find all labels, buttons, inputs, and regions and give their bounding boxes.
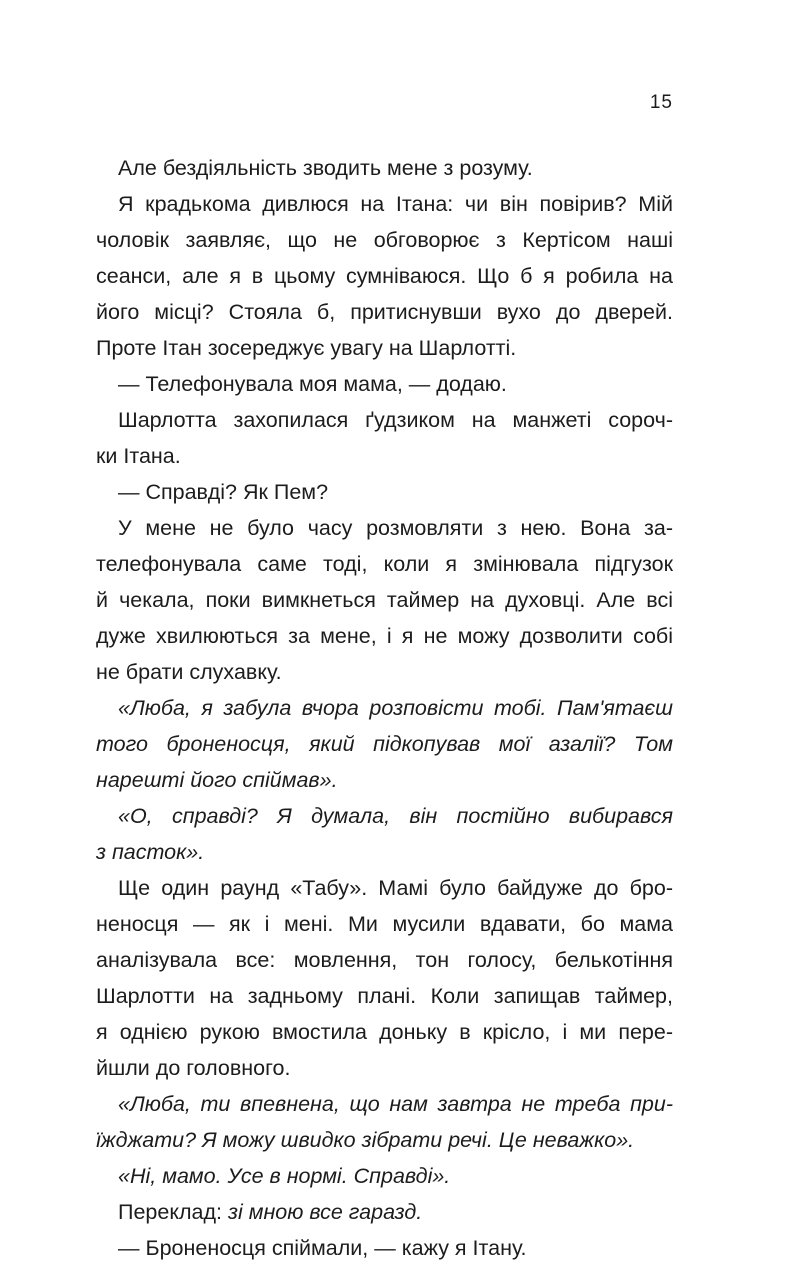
text-line: Шарлотта захопилася ґудзиком на манжеті сороч- xyxy=(118,408,673,432)
paragraph xyxy=(118,1230,673,1266)
page-number: 15 xyxy=(649,92,673,113)
text-line: Шарлотти на задньому плані. Коли запищав таймер, xyxy=(96,984,673,1008)
paragraph xyxy=(96,186,673,366)
text-plain: Переклад: xyxy=(118,1200,228,1224)
text-line: «Люба, я забула вчора розповісти тобі. Пам'ятаєш xyxy=(118,696,673,720)
text-line: чоловік заявляє, що не обговорює з Кертісом наші xyxy=(96,228,673,252)
paragraph xyxy=(96,798,673,870)
text-italic: зі мною все гаразд. xyxy=(227,1200,423,1224)
text-line: неносця — як і мені. Ми мусили вдавати, бо мама xyxy=(96,912,673,936)
paragraph xyxy=(118,474,673,510)
paragraph xyxy=(118,150,673,186)
text-line: його місці? Стояла б, притиснувши вухо до дверей. xyxy=(96,300,673,324)
text-line: Я крадькома дивлюся на Ітана: чи він повірив? Мій xyxy=(118,192,673,216)
paragraph xyxy=(118,1194,673,1230)
text-line: — Телефонувала моя мама, — додаю. xyxy=(118,372,507,396)
text-line: телефонувала саме тоді, коли я змінювала підгузок xyxy=(96,552,673,576)
text-line: й чекала, поки вимкнеться таймер на духовці. Але всі xyxy=(96,588,673,612)
paragraph xyxy=(96,1086,673,1158)
text-line: їжджати? Я можу швидко зібрати речі. Це неважко». xyxy=(96,1128,635,1152)
paragraph xyxy=(118,366,673,402)
paragraph xyxy=(96,510,673,690)
text-line: Ще один раунд «Табу». Мамі було байдуже до бро- xyxy=(118,876,673,900)
text-line: з пасток». xyxy=(96,840,205,864)
text-line: «Ні, мамо. Усе в нормі. Справді». xyxy=(118,1164,451,1188)
paragraph xyxy=(118,1158,673,1194)
text-line: нарешті його спіймав». xyxy=(96,768,338,792)
text-line: аналізувала все: мовлення, тон голосу, белькотіння xyxy=(96,948,673,972)
text-line: Але бездіяльність зводить мене з розуму. xyxy=(118,156,533,180)
text-line: Проте Ітан зосереджує увагу на Шарлотті. xyxy=(96,336,517,360)
paragraph xyxy=(96,690,673,798)
text-line xyxy=(118,1194,673,1230)
body-text xyxy=(96,150,673,1266)
paragraph xyxy=(96,402,673,474)
text-line: ки Ітана. xyxy=(96,444,181,468)
text-line: — Броненосця спіймали, — кажу я Ітану. xyxy=(118,1236,527,1260)
text-line: не брати слухавку. xyxy=(96,660,282,684)
text-line: «Люба, ти впевнена, що нам завтра не треба при- xyxy=(118,1092,673,1116)
text-line: — Справді? Як Пем? xyxy=(118,480,329,504)
paragraph xyxy=(96,870,673,1086)
text-line: того броненосця, який підкопував мої азалії? Том xyxy=(96,732,673,756)
text-line: «О, справді? Я думала, він постійно вибирався xyxy=(118,804,673,828)
text-line: У мене не було часу розмовляти з нею. Вона за- xyxy=(118,516,673,540)
text-line: сеанси, але я в цьому сумніваюся. Що б я робила на xyxy=(96,264,673,288)
text-line: йшли до головного. xyxy=(96,1056,291,1080)
text-line: я однією рукою вмостила доньку в крісло, і ми пере- xyxy=(96,1020,673,1044)
text-line: дуже хвилюються за мене, і я не можу дозволити собі xyxy=(96,624,673,648)
